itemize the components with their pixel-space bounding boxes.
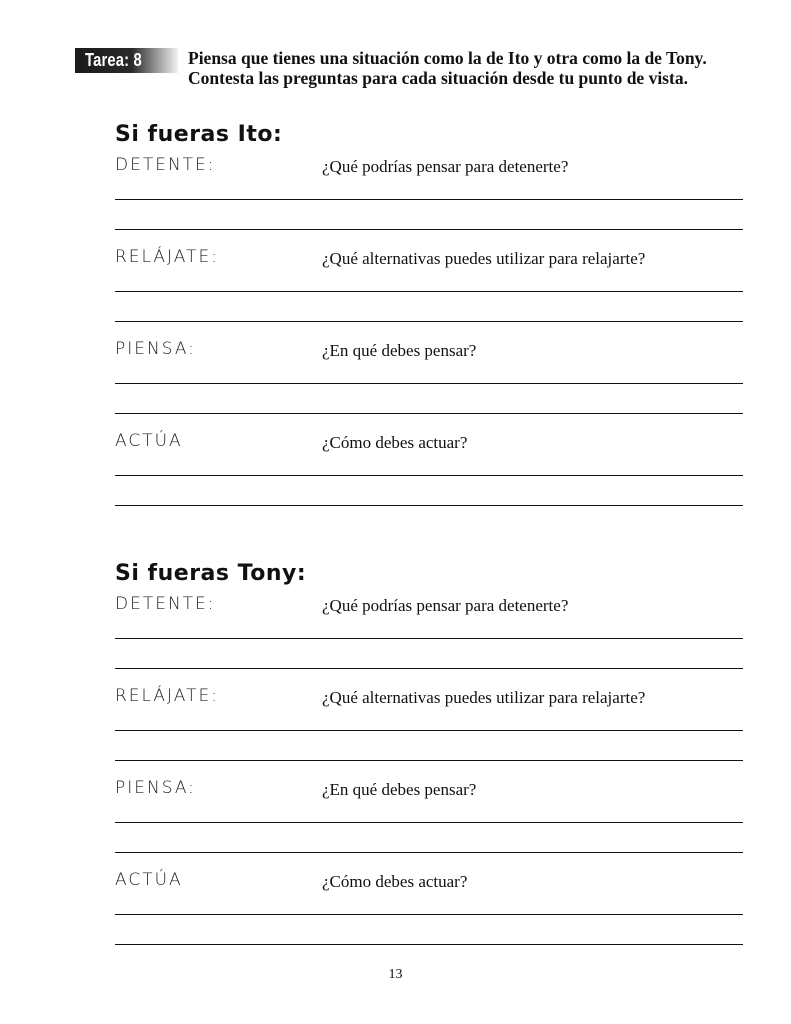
question-text: ¿Qué podrías pensar para detenerte? bbox=[322, 596, 569, 615]
page-number: 13 bbox=[388, 967, 403, 982]
question-text: ¿Qué alternativas puedes utilizar para relajarte? bbox=[322, 688, 646, 707]
question-label: PIENSA: bbox=[115, 778, 196, 798]
question-text: ¿En qué debes pensar? bbox=[322, 780, 477, 799]
answer-line[interactable] bbox=[115, 944, 743, 945]
question-block bbox=[0, 870, 791, 962]
question-block bbox=[0, 155, 791, 247]
answer-line[interactable] bbox=[115, 852, 743, 853]
question-text: ¿Cómo debes actuar? bbox=[322, 872, 468, 891]
question-text: ¿Qué alternativas puedes utilizar para relajarte? bbox=[322, 249, 646, 268]
answer-line[interactable] bbox=[115, 668, 743, 669]
answer-line[interactable] bbox=[115, 291, 743, 292]
section-title: Si fueras Tony: bbox=[115, 561, 307, 586]
answer-line[interactable] bbox=[115, 638, 743, 639]
question-text: ¿En qué debes pensar? bbox=[322, 341, 477, 360]
question-block bbox=[0, 431, 791, 523]
answer-line[interactable] bbox=[115, 229, 743, 230]
answer-line[interactable] bbox=[115, 321, 743, 322]
question-text: ¿Qué podrías pensar para detenerte? bbox=[322, 157, 569, 176]
question-text: ¿Cómo debes actuar? bbox=[322, 433, 468, 452]
question-block bbox=[0, 686, 791, 778]
question-label: DETENTE: bbox=[115, 594, 216, 614]
question-block bbox=[0, 339, 791, 431]
question-block bbox=[0, 778, 791, 870]
section-title: Si fueras Ito: bbox=[115, 122, 283, 147]
answer-line[interactable] bbox=[115, 914, 743, 915]
answer-line[interactable] bbox=[115, 730, 743, 731]
question-label: ACTÚA bbox=[115, 431, 183, 451]
question-label: DETENTE: bbox=[115, 155, 216, 175]
question-label: PIENSA: bbox=[115, 339, 196, 359]
question-label: RELÁJATE: bbox=[115, 686, 219, 706]
answer-line[interactable] bbox=[115, 822, 743, 823]
answer-line[interactable] bbox=[115, 475, 743, 476]
task-badge bbox=[75, 48, 178, 73]
question-label: ACTÚA bbox=[115, 870, 183, 890]
question-label: RELÁJATE: bbox=[115, 247, 219, 267]
answer-line[interactable] bbox=[115, 760, 743, 761]
answer-line[interactable] bbox=[115, 199, 743, 200]
answer-line[interactable] bbox=[115, 413, 743, 414]
question-block bbox=[0, 594, 791, 686]
task-label: Tarea: 8 bbox=[85, 50, 142, 70]
answer-line[interactable] bbox=[115, 383, 743, 384]
task-instruction: Piensa que tienes una situación como la de Ito y otra como la de Tony. Contesta las preguntas para cada situación desde tu punto de vista. bbox=[188, 48, 707, 88]
question-block bbox=[0, 247, 791, 339]
answer-line[interactable] bbox=[115, 505, 743, 506]
